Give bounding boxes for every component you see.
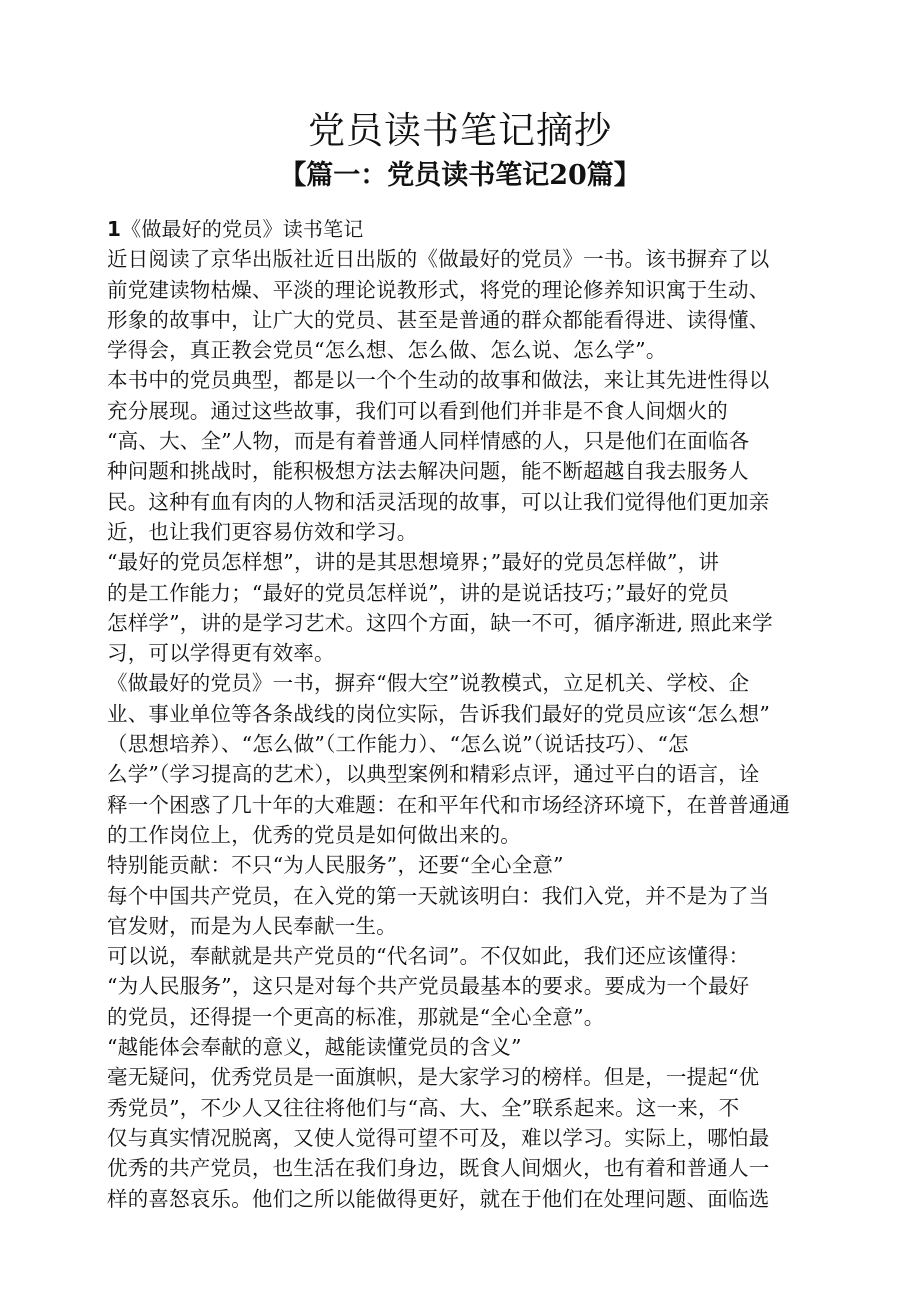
text-line: “最好的党员怎样想”，讲的是其思想境界；”最好的党员怎样做”，讲 xyxy=(107,550,720,575)
text-line: 民。这种有血有肉的人物和活灵活现的故事，可以让我们觉得他们更加亲 xyxy=(107,489,770,514)
document-subtitle: 【篇一：党员读书笔记20篇】 xyxy=(279,160,641,191)
text-line: 近日阅读了京华出版社近日出版的《做最好的党员》一书。该书摒弃了以 xyxy=(107,247,770,272)
text-line: 官发财，而是为人民奉献一生。 xyxy=(107,913,397,938)
text-line: 本书中的党员典型，都是以一个个生动的故事和做法，来让其先进性得以 xyxy=(107,368,770,393)
text-line: 可以说，奉献就是共产党员的“代名词”。不仅如此，我们还应该懂得： xyxy=(107,944,750,969)
text-line: 前党建读物枯燥、平淡的理论说教形式，将党的理论修养知识寓于生动、 xyxy=(107,277,770,302)
text-line: “高、大、全”人物，而是有着普通人同样情感的人，只是他们在面临各 xyxy=(107,429,750,454)
text-line: 形象的故事中，让广大的党员、甚至是普通的群众都能看得进、读得懂、 xyxy=(107,307,770,332)
text-line: 的是工作能力；“最好的党员怎样说”，讲的是说话技巧；”最好的党员 xyxy=(107,580,730,605)
text-line: 怎样学”，讲的是学习艺术。这四个方面，缺一不可，循序渐进, 照此来学 xyxy=(107,610,773,635)
text-line: 习，可以学得更有效率。 xyxy=(107,641,335,666)
text-line: 学得会，真正教会党员“怎么想、怎么做、怎么说、怎么学”。 xyxy=(107,338,667,363)
text-line: 充分展现。通过这些故事，我们可以看到他们并非是不食人间烟火的 xyxy=(107,398,728,423)
text-line: 每个中国共产党员，在入党的第一天就该明白：我们入党，并不是为了当 xyxy=(107,883,770,908)
text-line: “为人民服务”，这只是对每个共产党员最基本的要求。要成为一个最好 xyxy=(107,974,750,999)
text-line: 《做最好的党员》一书，摒弃“假大空”说教模式，立足机关、学校、企 xyxy=(107,671,750,696)
text-line: 种问题和挑战时，能积极想方法去解决问题，能不断超越自我去服务人 xyxy=(107,459,749,484)
document-title: 党员读书笔记摘抄 xyxy=(308,109,612,152)
section-number: 1 xyxy=(107,217,122,241)
section-title: 《做最好的党员》读书笔记 xyxy=(121,217,364,241)
text-line: 毫无疑问，优秀党员是一面旗帜，是大家学习的榜样。但是，一提起“优 xyxy=(107,1065,760,1090)
text-line: 的工作岗位上，优秀的党员是如何做出来的。 xyxy=(107,822,521,847)
text-line: 秀党员”，不少人又往往将他们与“高、大、全”联系起来。这一来，不 xyxy=(107,1095,740,1120)
document-body xyxy=(107,214,843,1214)
text-line: 样的喜怒哀乐。他们之所以能做得更好，就在于他们在处理问题、面临选 xyxy=(107,1186,770,1211)
text-line: 特别能贡献：不只“为人民服务”，还要“全心全意” xyxy=(107,853,564,878)
text-line: 近，也让我们更容易仿效和学习。 xyxy=(107,519,418,544)
text-line: 释一个困惑了几十年的大难题：在和平年代和市场经济环境下，在普普通通 xyxy=(107,792,791,817)
body-text xyxy=(107,244,843,1214)
text-line: 仅与真实情况脱离，又使人觉得可望不可及，难以学习。实际上，哪怕最 xyxy=(107,1125,770,1150)
text-line: “越能体会奉献的意义，越能读懂党员的含义” xyxy=(107,1035,522,1060)
text-line: 的党员，还得提一个更高的标准，那就是“全心全意”。 xyxy=(107,1004,605,1029)
text-line: 么学”（学习提高的艺术），以典型案例和精彩点评，通过平白的语言，诠 xyxy=(107,762,760,787)
text-line: （思想培养）、“怎么做”（工作能力）、“怎么说”（说话技巧）、“怎 xyxy=(107,732,689,757)
text-line: 优秀的共产党员，也生活在我们身边，既食人间烟火，也有着和普通人一 xyxy=(107,1156,770,1181)
text-line: 业、事业单位等各条战线的岗位实际，告诉我们最好的党员应该“怎么想” xyxy=(107,701,771,726)
section-heading xyxy=(107,214,843,244)
